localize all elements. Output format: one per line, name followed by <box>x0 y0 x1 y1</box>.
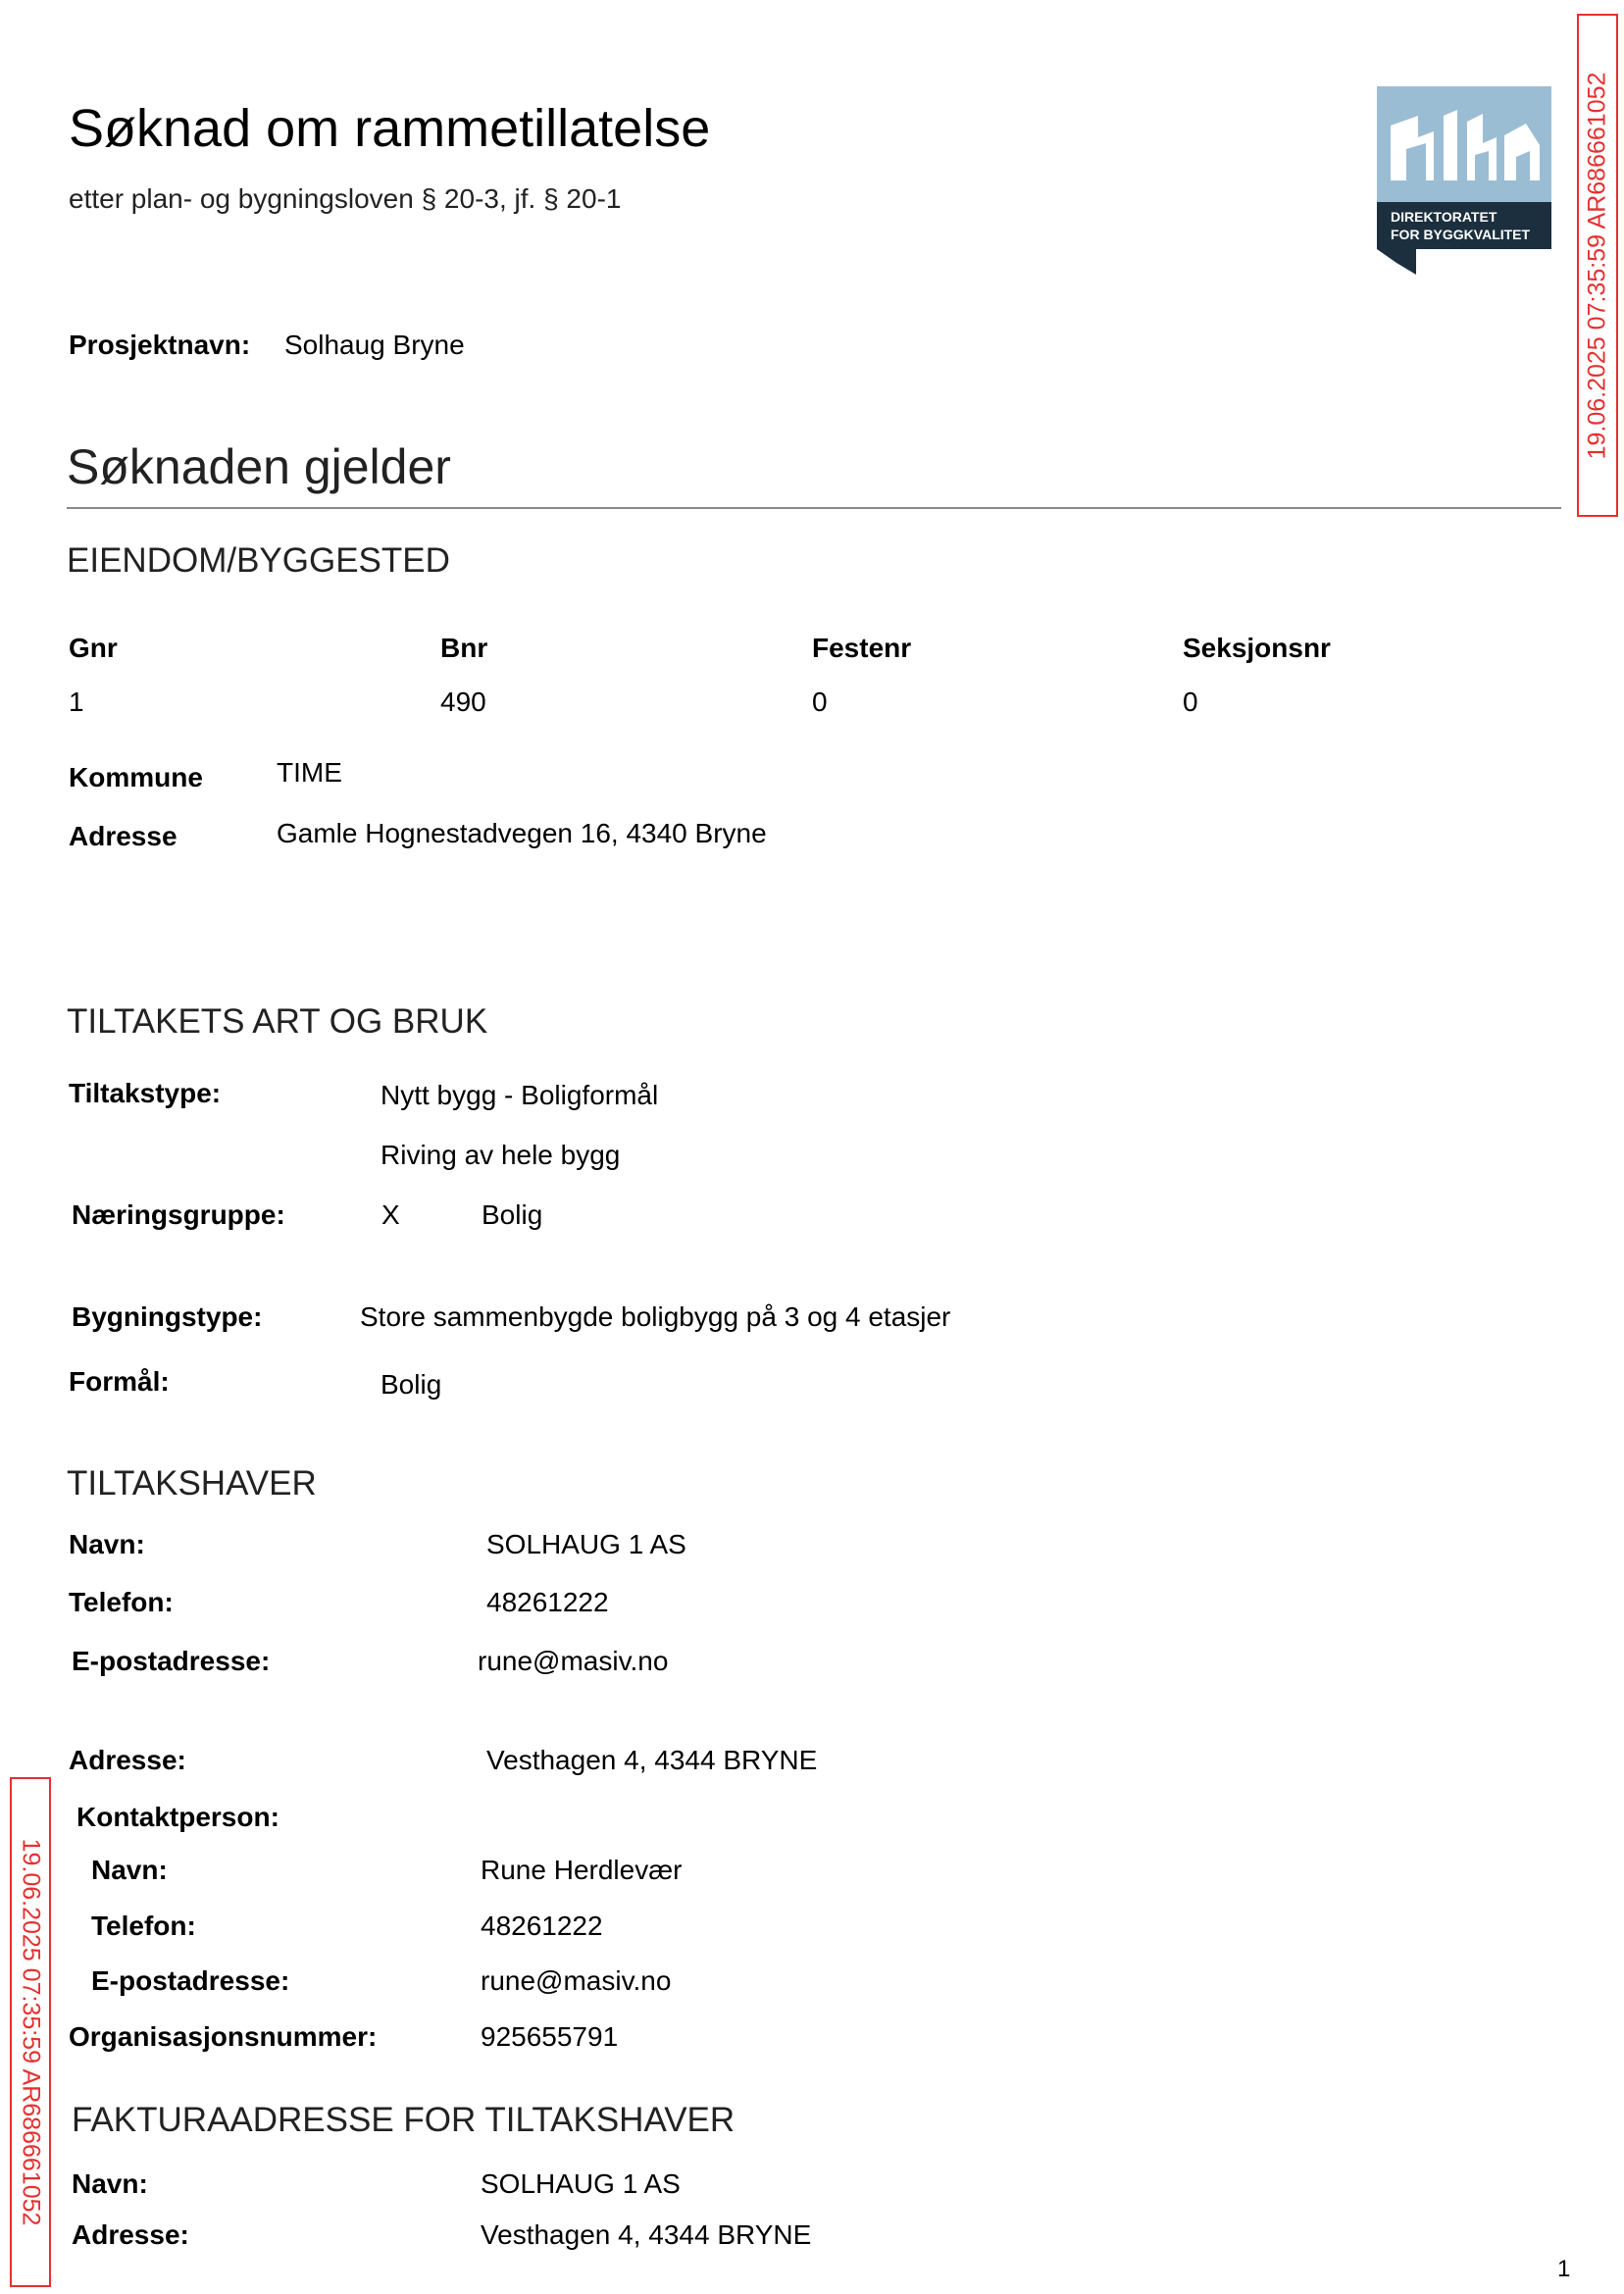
kontakt-navn-value: Rune Herdlevær <box>481 1855 683 1885</box>
document-stamp-left <box>10 1777 51 2287</box>
tiltakshaver-telefon-value: 48261222 <box>486 1587 609 1617</box>
tiltakshaver-adresse-value: Vesthagen 4, 4344 BRYNE <box>486 1745 818 1775</box>
kontakt-telefon-label: Telefon: <box>91 1911 196 1941</box>
dibk-logo <box>1377 86 1551 275</box>
kontaktperson-label: Kontaktperson: <box>76 1802 279 1832</box>
kommune-label: Kommune <box>69 762 203 792</box>
bnr-label: Bnr <box>440 633 488 663</box>
naeringsgruppe-label: Næringsgruppe: <box>72 1199 285 1230</box>
faktura-navn-value: SOLHAUG 1 AS <box>481 2168 681 2199</box>
tiltakstype-value-2: Riving av hele bygg <box>381 1140 621 1170</box>
tiltakstype-value-1: Nytt bygg - Boligformål <box>381 1080 659 1110</box>
stamp-text: 19.06.2025 07:35:59 AR686661052 <box>1583 72 1611 459</box>
tiltakstype-label: Tiltakstype: <box>69 1078 222 1108</box>
kontakt-telefon-value: 48261222 <box>481 1911 603 1941</box>
adresse-value: Gamle Hognestadvegen 16, 4340 Bryne <box>277 818 767 848</box>
formal-value: Bolig <box>381 1369 442 1400</box>
faktura-heading: FAKTURAADRESSE FOR TILTAKSHAVER <box>72 2101 736 2139</box>
seksjonsnr-label: Seksjonsnr <box>1183 633 1331 663</box>
tiltakshaver-navn-label: Navn: <box>69 1529 145 1559</box>
festenr-label: Festenr <box>812 633 912 663</box>
organisasjonsnummer-value: 925655791 <box>481 2021 619 2052</box>
bygningstype-value: Store sammenbygde boligbygg på 3 og 4 etasjer <box>360 1301 951 1332</box>
tiltak-heading: TILTAKETS ART OG BRUK <box>67 1002 488 1041</box>
logo-text-line1: DIREKTORATET <box>1391 209 1497 225</box>
tiltakshaver-epost-label: E-postadresse: <box>72 1646 271 1676</box>
tiltakshaver-adresse-label: Adresse: <box>69 1745 186 1775</box>
page-subtitle: etter plan- og bygningsloven § 20-3, jf. § 20-1 <box>69 183 622 214</box>
gnr-value: 1 <box>69 687 84 717</box>
document-stamp-top <box>1577 14 1618 517</box>
logo-text-line2: FOR BYGGKVALITET <box>1391 227 1531 242</box>
eiendom-heading: EIENDOM/BYGGESTED <box>67 541 450 580</box>
bygningstype-label: Bygningstype: <box>72 1301 263 1332</box>
section-divider <box>67 507 1561 509</box>
faktura-navn-label: Navn: <box>72 2168 148 2199</box>
page-title: Søknad om rammetillatelse <box>69 99 711 158</box>
kommune-value: TIME <box>277 757 342 788</box>
tiltakshaver-epost-value: rune@masiv.no <box>478 1646 669 1676</box>
project-label: Prosjektnavn: <box>69 330 251 360</box>
adresse-label: Adresse <box>69 821 178 851</box>
organisasjonsnummer-label: Organisasjonsnummer: <box>69 2021 378 2052</box>
festenr-value: 0 <box>812 687 828 717</box>
tiltakshaver-telefon-label: Telefon: <box>69 1587 174 1617</box>
gnr-label: Gnr <box>69 633 118 663</box>
bnr-value: 490 <box>440 687 486 717</box>
faktura-adresse-value: Vesthagen 4, 4344 BRYNE <box>481 2219 812 2250</box>
kontakt-navn-label: Navn: <box>91 1855 168 1885</box>
stamp-text: 19.06.2025 07:35:59 AR686661052 <box>17 1838 45 2226</box>
tiltakshaver-heading: TILTAKSHAVER <box>67 1464 317 1503</box>
project-value: Solhaug Bryne <box>284 330 465 360</box>
kontakt-epost-label: E-postadresse: <box>91 1965 290 1996</box>
kontakt-epost-value: rune@masiv.no <box>481 1965 672 1996</box>
tiltakshaver-navn-value: SOLHAUG 1 AS <box>486 1529 686 1559</box>
section-title: Søknaden gjelder <box>67 439 451 494</box>
page-number: 1 <box>1557 2256 1571 2282</box>
naeringsgruppe-value: Bolig <box>482 1199 543 1230</box>
formal-label: Formål: <box>69 1366 170 1397</box>
naeringsgruppe-code: X <box>381 1199 400 1230</box>
faktura-adresse-label: Adresse: <box>72 2219 189 2250</box>
seksjonsnr-value: 0 <box>1183 687 1198 717</box>
